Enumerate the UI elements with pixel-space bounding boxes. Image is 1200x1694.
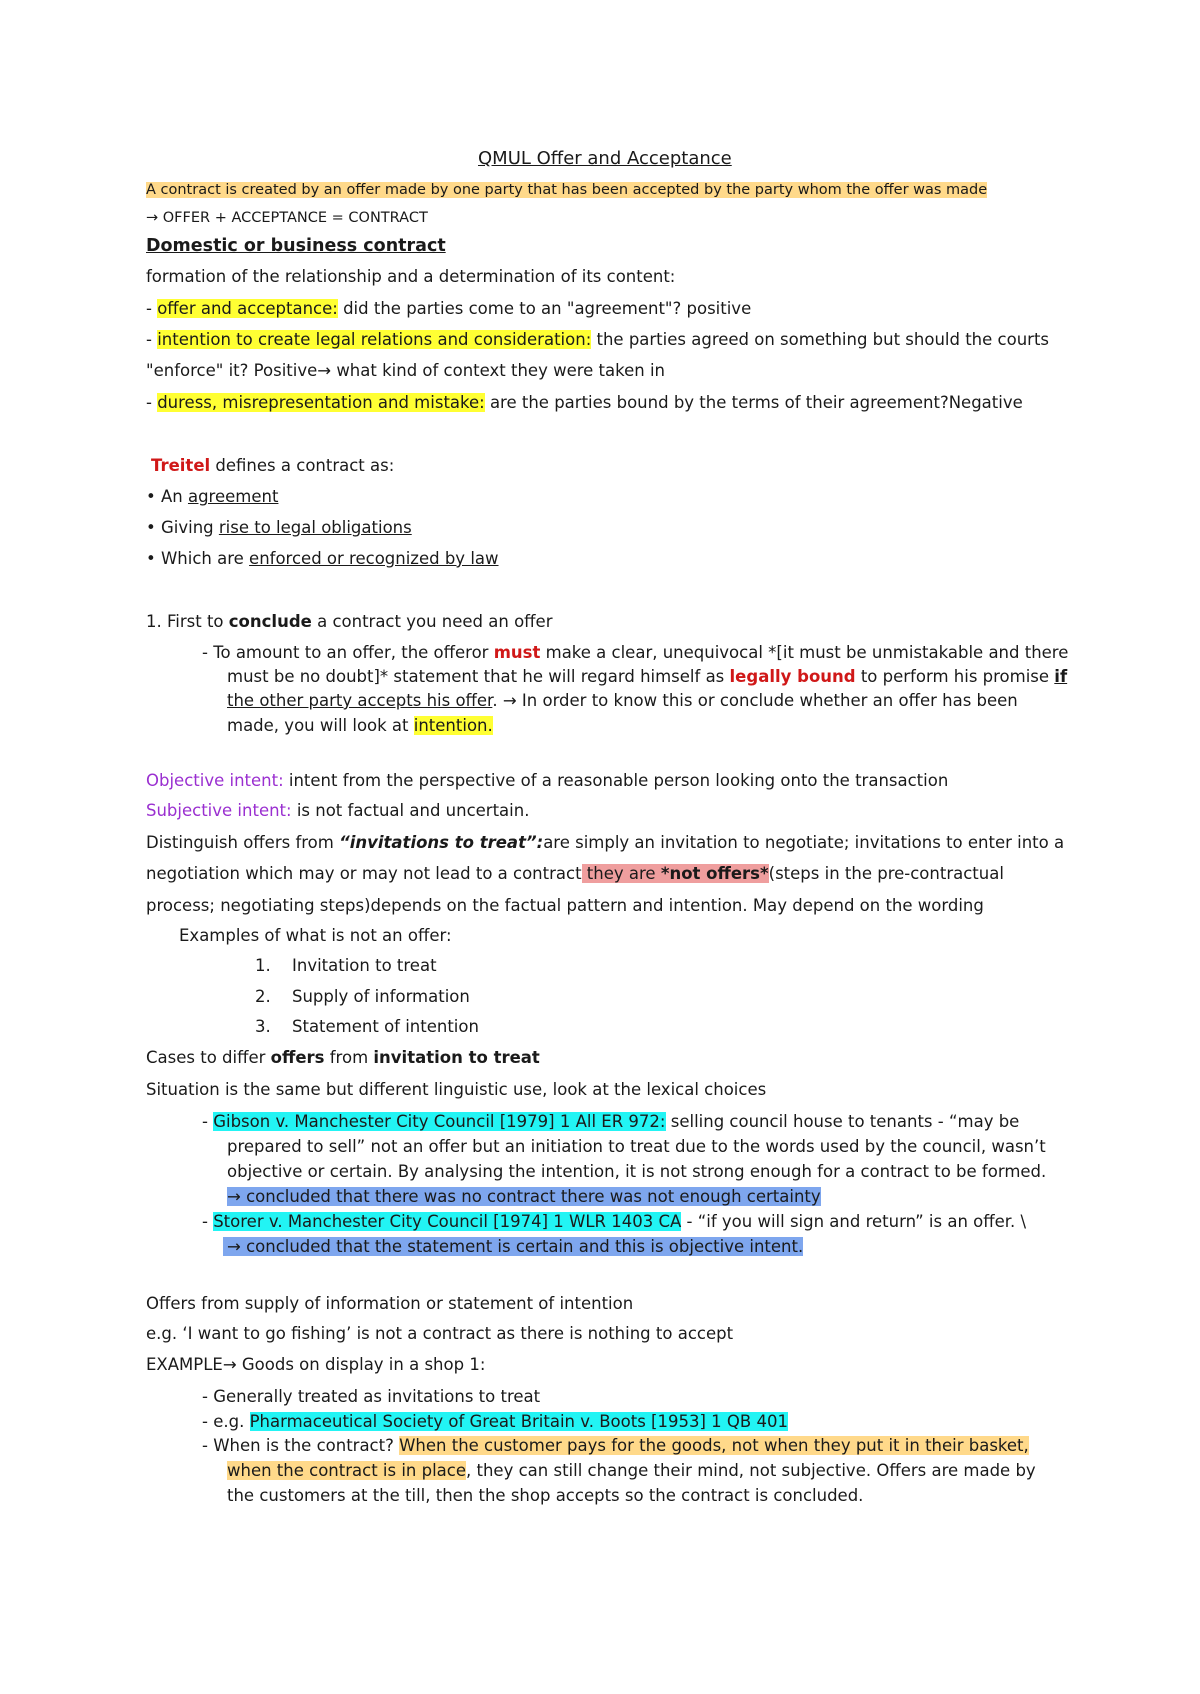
gibson-line-2: prepared to sell” not an offer but an initiation to treat due to the words used by the council, wasn’t: [227, 1137, 1046, 1156]
supply-line-1: Offers from supply of information or statement of intention: [146, 1294, 634, 1313]
cases-line-2: Situation is the same but different linguistic use, look at the lexical choices: [146, 1080, 767, 1099]
supply-line-2: e.g. ‘I want to go fishing’ is not a contract as there is nothing to accept: [146, 1324, 734, 1343]
supply-b3-highlight: When the customer pays for the goods, not when they put it in their basket,: [399, 1436, 1029, 1455]
section-heading-domestic: Domestic or business contract: [146, 236, 446, 256]
treitel-name: Treitel: [151, 456, 211, 475]
distinguish-rest: are simply an invitation to negotiate; invitations to enter into a: [543, 833, 1065, 852]
example-item: Statement of intention: [292, 1017, 479, 1036]
offer-legally-bound: legally bound: [729, 667, 856, 686]
offers-bold: offers: [270, 1048, 325, 1067]
gibson-conclusion: [227, 1186, 821, 1208]
domestic-lead: formation of the relationship and a determination of its content:: [146, 267, 676, 286]
example-number: 3.: [255, 1017, 271, 1036]
treitel-rest: defines a contract as:: [210, 456, 395, 475]
objective-label: Objective intent:: [146, 771, 284, 790]
negotiation-line: [146, 863, 1004, 885]
dash: -: [202, 1112, 214, 1131]
cases-line-1: [146, 1047, 540, 1069]
process-line: process; negotiating steps)depends on the factual pattern and intention. May depend on the wording: [146, 896, 984, 915]
offer-l4-rest: . → In order to know this or conclude whether an offer has been: [492, 691, 1018, 710]
examples-label: Examples of what is not an offer:: [179, 926, 452, 945]
not-offers-pre: they are: [581, 864, 661, 883]
subjective-intent: [146, 800, 529, 822]
objective-text: intent from the perspective of a reasonable person looking onto the transaction: [283, 771, 949, 790]
item2-text: the parties agreed on something but should the courts: [591, 330, 1050, 349]
supply-b3-pre: - When is the contract?: [202, 1436, 400, 1455]
storer-citation: Storer v. Manchester City Council [1974] 1 WLR 1403 CA: [213, 1212, 682, 1231]
offer-l3-pre: must be no doubt]* statement that he will regard himself as: [227, 667, 730, 686]
offer-line-5: [227, 715, 493, 737]
domestic-item-3: [146, 392, 1023, 414]
example-number: 1.: [255, 956, 271, 975]
domestic-item-2-cont: "enforce" it? Positive→ what kind of context they were taken in: [146, 361, 665, 380]
supply-b4-highlight: when the contract is in place: [227, 1461, 467, 1480]
dash: -: [146, 393, 158, 412]
example-item: Supply of information: [292, 987, 470, 1006]
intro-formula: → OFFER + ACCEPTANCE = CONTRACT: [146, 210, 428, 226]
supply-bullet-1: - Generally treated as invitations to treat: [202, 1387, 541, 1406]
offer-l2-rest: make a clear, unequivocal *[it must be unmistakable and there: [540, 643, 1069, 662]
offer-l4-underlined: the other party accepts his offer: [227, 691, 493, 710]
domestic-item-2: [146, 329, 1049, 351]
storer-conclusion-highlight: → concluded that the statement is certain and this is objective intent.: [223, 1237, 803, 1256]
definition-highlight: A contract is created by an offer made by one party that has been accepted by the party whom the offer was made: [146, 182, 988, 198]
cases-pre: Cases to differ: [146, 1048, 271, 1067]
gibson-text: selling council house to tenants - “may be: [665, 1112, 1020, 1131]
supply-b4-rest: , they can still change their mind, not subjective. Offers are made by: [466, 1461, 1036, 1480]
negotiation-rest: (steps in the pre-contractual: [768, 864, 1004, 883]
distinguish-pre: Distinguish offers from: [146, 833, 340, 852]
item1-highlight: offer and acceptance:: [157, 299, 338, 318]
offer-line-3: [227, 666, 1067, 688]
subjective-text: is not factual and uncertain.: [291, 801, 530, 820]
negotiation-pre: negotiation which may or may not lead to a contract: [146, 864, 582, 883]
storer-case: [202, 1211, 1026, 1233]
offer-l1-bold: conclude: [228, 612, 312, 631]
bullet-underlined: agreement: [187, 487, 279, 506]
supply-bullet-5: the customers at the till, then the shop accepts so the contract is concluded.: [227, 1486, 864, 1505]
cases-mid: from: [324, 1048, 374, 1067]
offer-l2-pre: - To amount to an offer, the offeror: [202, 643, 494, 662]
item2-highlight: intention to create legal relations and consideration:: [157, 330, 592, 349]
offer-line-2: [202, 642, 1068, 664]
item3-highlight: duress, misrepresentation and mistake:: [157, 393, 485, 412]
bullet-prefix: • Giving: [146, 518, 219, 537]
page-title: QMUL Offer and Acceptance: [478, 148, 732, 169]
supply-bullet-3: [202, 1435, 1029, 1457]
offer-must: must: [493, 643, 541, 662]
supply-b2-pre: - e.g.: [202, 1412, 250, 1431]
gibson-line-3: objective or certain. By analysing the intention, it is not strong enough for a contract to be formed.: [227, 1162, 1047, 1181]
gibson-citation: Gibson v. Manchester City Council [1979] 1 All ER 972:: [213, 1112, 666, 1131]
supply-line-3: EXAMPLE→ Goods on display in a shop 1:: [146, 1355, 486, 1374]
dash: -: [146, 330, 158, 349]
storer-text: - “if you will sign and return” is an offer. \: [681, 1212, 1027, 1231]
treitel-bullet-1: [146, 486, 278, 508]
example-item: Invitation to treat: [292, 956, 437, 975]
storer-conclusion: [223, 1236, 803, 1258]
boots-citation: Pharmaceutical Society of Great Britain v. Boots [1953] 1 QB 401: [249, 1412, 788, 1431]
gibson-conclusion-highlight: → concluded that there was no contract there was not enough certainty: [227, 1187, 821, 1206]
objective-intent: [146, 770, 948, 792]
intro-definition: [146, 179, 987, 201]
supply-bullet-2: [202, 1411, 788, 1433]
intention-highlight: intention.: [413, 716, 493, 735]
dash: -: [202, 1212, 214, 1231]
offer-l1-pre: 1. First to: [146, 612, 229, 631]
offer-if: if: [1054, 667, 1068, 686]
bullet-underlined: rise to legal obligations: [218, 518, 412, 537]
distinguish-line: [146, 832, 1064, 854]
offer-l5-pre: made, you will look at: [227, 716, 414, 735]
not-offers-bold: *not offers*: [660, 864, 769, 883]
treitel-bullet-2: [146, 517, 412, 539]
gibson-case: [202, 1111, 1019, 1133]
offer-l3-mid: to perform his promise: [855, 667, 1055, 686]
bullet-underlined: enforced or recognized by law: [249, 549, 499, 568]
bullet-prefix: • An: [146, 487, 188, 506]
not-offers-highlight: [582, 864, 769, 883]
treitel-bullet-3: [146, 548, 499, 570]
invitations-to-treat: “invitations to treat”:: [339, 833, 544, 852]
offer-line-1: [146, 611, 552, 633]
bullet-prefix: • Which are: [146, 549, 250, 568]
invitation-to-treat-bold: invitation to treat: [373, 1048, 540, 1067]
treitel-line: [151, 455, 394, 477]
supply-bullet-4: [227, 1460, 1036, 1482]
offer-l1-rest: a contract you need an offer: [311, 612, 553, 631]
item3-text: are the parties bound by the terms of their agreement?Negative: [484, 393, 1023, 412]
offer-line-4: [227, 690, 1018, 712]
item1-text: did the parties come to an "agreement"? positive: [337, 299, 752, 318]
example-number: 2.: [255, 987, 271, 1006]
subjective-label: Subjective intent:: [146, 801, 292, 820]
dash: -: [146, 299, 158, 318]
domestic-item-1: [146, 298, 751, 320]
